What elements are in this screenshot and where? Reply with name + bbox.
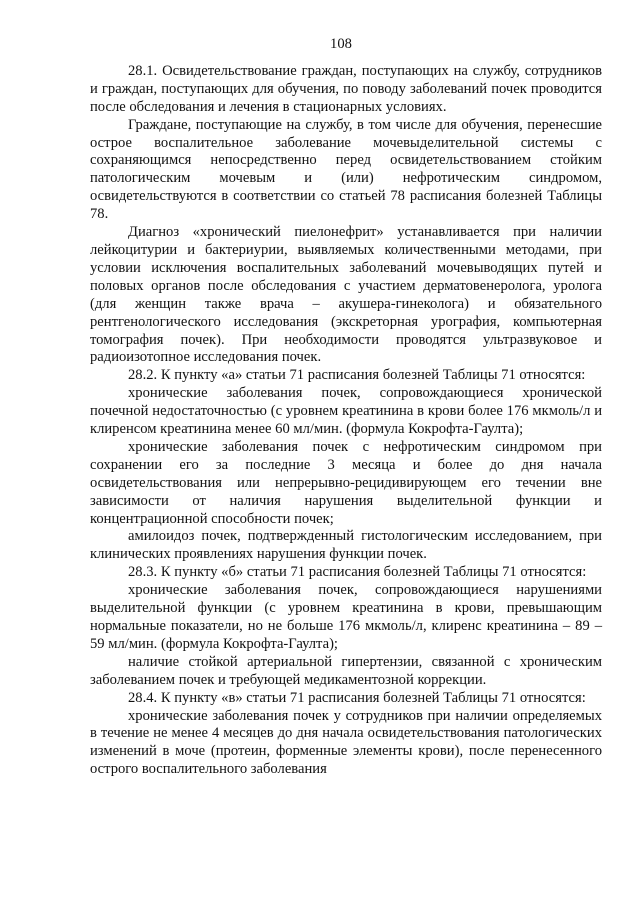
paragraph-28-2: 28.2. К пункту «а» статьи 71 расписания болезней Таблицы 71 относятся: (128, 367, 586, 384)
paragraph-amyloidosis: амилоидоз почек, подтвержденный гистологическим исследованием, при клинических проявлениях нарушения функции почек. (90, 528, 602, 563)
paragraph-excretory-dysfunction: хронические заболевания почек, сопровождающиеся нарушениями выделительной функции (с уровнем креатинина в крови, превышающим нормальные показатели, но не больше 176 мкмоль/л, клиренс креатинина – 89 – 59 мл/мин. (формула Кокрофта-Гаулта); (90, 582, 602, 652)
paragraph-applicants-acute-disease: Граждане, поступающие на службу, в том числе для обучения, перенесшие острое воспалительное заболевание мочевыделительной системы с сохраняющимся непосредственно перед освидетельствованием стойким патологическим мочевым и (или) нефротическим синдромом, освидетельствуются в соответствии со статьей 78 расписания болезней Таблицы 78. (90, 116, 602, 223)
paragraph-28-1: 28.1. Освидетельствование граждан, поступающих на службу, сотрудников и граждан, поступающих для обучения, по поводу заболеваний почек проводится после обследования и лечения в стационарных условиях. (90, 62, 602, 115)
paragraph-urine-changes: хронические заболевания почек у сотрудников при наличии определяемых в течение не менее 4 месяцев до дня начала освидетельствования патологических изменений в моче (протеин, форменные элементы крови), после перенесенного острого воспалительного заболевания (90, 707, 602, 778)
paragraph-hypertension: наличие стойкой артериальной гипертензии, связанной с хроническим заболеванием почек и требующей медикаментозной коррекции. (90, 653, 602, 688)
page-number: 108 (330, 36, 352, 52)
paragraph-chronic-renal-failure: хронические заболевания почек, сопровождающиеся хронической почечной недостаточностью (с уровнем креатинина в крови более 176 мкмоль/л и клиренсом креатинина менее 60 мл/мин. (формула Кокрофта-Гаулта); (90, 385, 602, 438)
paragraph-nephrotic-syndrome: хронические заболевания почек с нефротическим синдромом при сохранении его за последние 3 месяца и более до дня начала освидетельствования или непрерывно-рецидивирующем его течении вне зависимости от наличия нарушения выделительной функции и концентрационной способности почек; (90, 438, 602, 527)
paragraph-28-4: 28.4. К пункту «в» статьи 71 расписания болезней Таблицы 71 относятся: (128, 689, 586, 706)
paragraph-28-3: 28.3. К пункту «б» статьи 71 расписания болезней Таблицы 71 относятся: (128, 564, 587, 581)
paragraph-pyelonephritis-diagnosis: Диагноз «хронический пиелонефрит» устанавливается при наличии лейкоцитурии и бактериурии, выявляемых количественными методами, при условии исключения воспалительных заболеваний мочевыводящих путей и половых органов после обследования с участием дерматовенеролога, уролога (для женщин также врача – акушера-гинеколога) и обязательного рентгенологического исследования (экскреторная урография, компьютерная томография почек). При необходимости проводятся ультразвуковое и радиоизотопное исследования почек. (90, 224, 602, 366)
document-page (90, 36, 602, 779)
